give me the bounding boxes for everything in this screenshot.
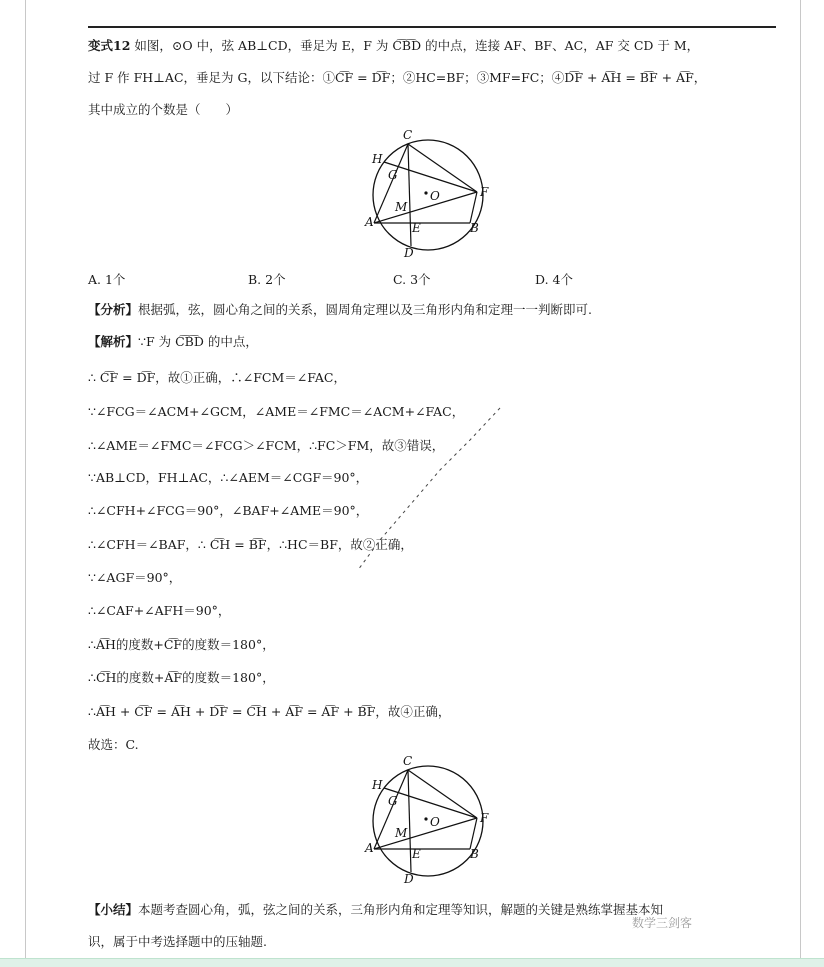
question-text-1: 如图，⊙O 中，弦 AB⊥CD，垂足为 E，F 为 C͡B͡D 的中点，连接 AF、BF、AC，AF 交 CD 于 M，: [134, 38, 700, 53]
circle-figure-top: [360, 126, 500, 260]
chord-af: [374, 818, 477, 849]
segment-fh: [384, 162, 477, 192]
label-b: B: [470, 847, 479, 861]
solution-line: ∴∠CFH＝∠BAF，∴ C͡H = B͡F，∴HC＝BF，故②正确，: [88, 537, 413, 552]
chord-cf: [408, 144, 477, 192]
label-c: C: [403, 754, 413, 768]
solution-line: ∴∠AME＝∠FMC＝∠FCG＞∠FCM，∴FC＞FM，故③错误，: [88, 438, 445, 453]
label-e: E: [412, 847, 421, 861]
label-g: G: [388, 168, 398, 182]
center-point: [424, 817, 427, 820]
chord-bf: [470, 818, 477, 849]
label-a: A: [365, 841, 374, 855]
analysis-line: [88, 302, 592, 318]
label-f: F: [480, 811, 489, 825]
label-h: H: [372, 778, 383, 792]
watermark-logo: 数学三剑客: [632, 916, 693, 930]
solution-first: ∵F 为 C͡B͡D 的中点，: [138, 334, 258, 349]
chord-cd: [408, 770, 411, 872]
question-line-1: [88, 38, 699, 54]
label-e: E: [412, 221, 421, 235]
label-m: M: [395, 826, 408, 840]
solution-line: ∴ C͡F = D͡F，故①正确，∴∠FCM＝∠FAC，: [88, 370, 346, 385]
chord-cf: [408, 770, 477, 818]
solution-tag: 【解析】: [88, 334, 139, 349]
solution-first-line: [88, 334, 258, 350]
question-line-2: 过 F 作 FH⊥AC，垂足为 G，以下结论：①C͡F = D͡F；②HC=BF；③MF=FC；④D͡F + A͡H = B͡F + A͡F，: [88, 70, 707, 85]
solution-line: ∵∠AGF＝90°，: [88, 570, 182, 585]
option-d: D. 4个: [535, 272, 573, 287]
label-f: F: [480, 185, 489, 199]
label-d: D: [404, 246, 414, 260]
label-a: A: [365, 215, 374, 229]
chord-af: [374, 192, 477, 223]
solution-line: ∵∠FCG＝∠ACM+∠GCM，∠AME＝∠FMC＝∠ACM+∠FAC，: [88, 404, 465, 419]
summary-line-1: [88, 902, 663, 918]
solution-line: ∴∠CAF+∠AFH＝90°，: [88, 603, 231, 618]
solution-line: ∵AB⊥CD，FH⊥AC，∴∠AEM＝∠CGF＝90°，: [88, 470, 369, 485]
solution-line: 故选：C.: [88, 737, 139, 752]
chord-cd: [408, 144, 411, 246]
solution-line: ∴A͡H的度数+C͡F的度数＝180°，: [88, 637, 275, 652]
summary-line-2: 识，属于中考选择题中的压轴题.: [88, 934, 267, 949]
diagonal-watermark: [350, 400, 510, 580]
summary-text-1: 本题考查圆心角，弧，弦之间的关系，三角形内角和定理等知识，解题的关键是熟练掌握基本知: [138, 902, 664, 917]
analysis-text: 根据弧，弦，圆心角之间的关系，圆周角定理以及三角形内角和定理一一判断即可.: [138, 302, 592, 317]
question-line-3: 其中成立的个数是（ ）: [88, 102, 239, 117]
chord-bf: [470, 192, 477, 223]
center-point: [424, 191, 427, 194]
label-c: C: [403, 128, 413, 142]
segment-fh: [384, 788, 477, 818]
label-b: B: [470, 221, 479, 235]
label-o: O: [430, 815, 440, 829]
label-m: M: [395, 200, 408, 214]
analysis-tag: 【分析】: [88, 302, 139, 317]
label-h: H: [372, 152, 383, 166]
watermark-trace: [358, 408, 500, 570]
circle-figure-bottom: [360, 752, 500, 886]
top-rule: [88, 26, 776, 28]
label-g: G: [388, 794, 398, 808]
solution-line: ∴C͡H的度数+A͡F的度数＝180°，: [88, 670, 275, 685]
solution-line: ∴∠CFH+∠FCG＝90°，∠BAF+∠AME＝90°，: [88, 503, 369, 518]
option-c: C. 3个: [393, 272, 431, 287]
page-frame-right: [800, 0, 801, 960]
page-frame-left: [25, 0, 26, 960]
summary-tag: 【小结】: [88, 902, 139, 917]
option-b: B. 2个: [248, 272, 286, 287]
label-d: D: [404, 872, 414, 886]
solution-line: ∴A͡H + C͡F = A͡H + D͡F = C͡H + A͡F = A͡F + B͡F，故④正确，: [88, 704, 451, 719]
label-o: O: [430, 189, 440, 203]
option-a: A. 1个: [88, 272, 126, 287]
question-label: 变式12: [88, 38, 131, 53]
